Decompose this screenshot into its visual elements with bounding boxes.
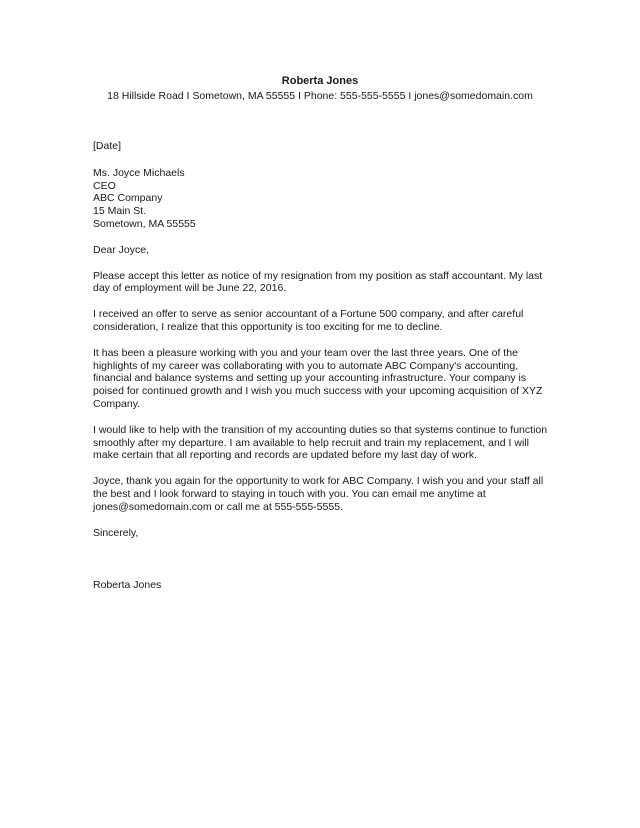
recipient-company: ABC Company	[93, 192, 163, 205]
paragraph-line: day of employment will be June 22, 2016.	[93, 282, 287, 295]
closing: Sincerely,	[93, 526, 139, 539]
paragraph-line: Joyce, thank you again for the opportunity to work for ABC Company. I wish you and your staff all	[93, 475, 544, 488]
paragraph-line: smoothly after my departure. I am available to help recruit and train my replacement, and I will	[93, 436, 529, 449]
paragraph-line: financial and balance systems and setting up your accounting infrastructure. Your company is	[93, 372, 527, 385]
paragraph-line: It has been a pleasure working with you and your team over the last three years. One of the	[93, 346, 518, 359]
paragraph-line: highlights of my career was collaborating with you to automate ABC Company's accounting,	[93, 359, 519, 372]
paragraph-line: the best and I look forward to staying in touch with you. You can email me anytime at	[93, 487, 486, 500]
paragraph-line: poised for continued growth and I wish you much success with your upcoming acquisition of XYZ	[93, 385, 543, 398]
paragraph-line: consideration, I realize that this opportunity is too exciting for me to decline.	[93, 320, 443, 333]
recipient-street: 15 Main St.	[93, 205, 147, 218]
recipient-title: CEO	[93, 179, 116, 192]
sender-name: Roberta Jones	[281, 75, 359, 87]
paragraph-line: make certain that all reporting and records are updated before my last day of work.	[93, 449, 478, 462]
paragraph-reason	[93, 308, 553, 334]
recipient-name: Ms. Joyce Michaels	[93, 166, 185, 179]
letter-body	[93, 140, 553, 592]
paragraph-gratitude	[93, 347, 553, 411]
sender-contact-info: 18 Hillside Road I Sometown, MA 55555 I Phone: 555-555-5555 I jones@somedomain.com	[107, 90, 533, 102]
recipient-address	[93, 167, 553, 231]
recipient-city: Sometown, MA 55555	[93, 217, 196, 230]
paragraph-line: Please accept this letter as notice of my resignation from my position as staff accountant. My last	[93, 269, 543, 282]
paragraph-thanks	[93, 475, 553, 513]
salutation: Dear Joyce,	[93, 243, 150, 256]
letterhead	[0, 74, 640, 103]
paragraph-transition	[93, 424, 553, 462]
signature-name: Roberta Jones	[93, 579, 162, 592]
paragraph-line: I received an offer to serve as senior accountant of a Fortune 500 company, and after careful	[93, 308, 524, 321]
paragraph-line: Company.	[93, 397, 141, 410]
paragraph-line: jones@somedomain.com or call me at 555-555-5555.	[93, 500, 343, 513]
paragraph-notice	[93, 270, 553, 296]
letter-date: [Date]	[93, 140, 122, 152]
paragraph-line: I would like to help with the transition of my accounting duties so that systems continue to function	[93, 423, 548, 436]
